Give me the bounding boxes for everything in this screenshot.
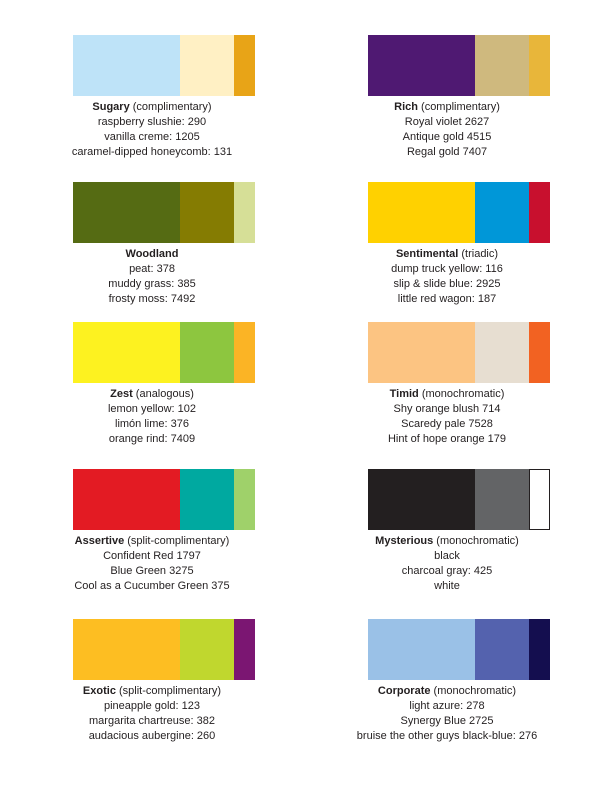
palette-caption [32, 247, 272, 307]
palette-scheme: (split-complimentary) [124, 535, 230, 547]
color-swatch [475, 182, 529, 243]
palette-scheme: (complimentary) [129, 101, 212, 113]
color-swatch [475, 619, 529, 680]
color-swatch [529, 182, 550, 243]
palette-scheme: (monochromatic) [430, 685, 517, 697]
color-swatch [73, 619, 180, 680]
color-label: Hint of hope orange 179 [387, 433, 507, 445]
palette-title [327, 387, 567, 402]
palette-name: Zest [110, 388, 133, 400]
color-swatch [475, 322, 529, 383]
color-label: little red wagon: 187 [397, 293, 497, 305]
swatch-bar [368, 322, 550, 383]
color-swatch [529, 619, 550, 680]
palette-title [327, 684, 567, 699]
color-swatch [180, 619, 234, 680]
color-swatch [234, 469, 255, 530]
palette-caption [32, 387, 272, 447]
color-swatch [475, 35, 529, 96]
palette-title [32, 534, 272, 549]
palette-name: Exotic [82, 685, 116, 697]
color-label: frosty moss: 7492 [108, 293, 196, 305]
color-swatch [368, 322, 475, 383]
color-label: Regal gold 7407 [406, 146, 488, 158]
color-label: margarita chartreuse: 382 [89, 715, 215, 727]
color-swatch [368, 469, 475, 530]
color-swatch [529, 35, 550, 96]
color-swatch [180, 469, 234, 530]
swatch-bar [73, 35, 255, 96]
palette-caption [32, 100, 272, 160]
color-label: muddy grass: 385 [108, 278, 196, 290]
palette-caption [32, 684, 272, 744]
palette-name: Corporate [377, 685, 431, 697]
color-label: charcoal gray: 425 [401, 565, 493, 577]
color-swatch [234, 35, 255, 96]
palette-caption [327, 100, 567, 160]
color-label: orange rind: 7409 [108, 433, 196, 445]
swatch-bar [368, 469, 550, 530]
color-swatch [475, 469, 529, 530]
color-label: bruise the other guys black-blue: 276 [356, 730, 538, 742]
palette-scheme: (monochromatic) [418, 388, 505, 400]
color-swatch [368, 619, 475, 680]
color-label: raspberry slushie: 290 [97, 116, 207, 128]
color-label: peat: 378 [129, 263, 175, 275]
color-label: dump truck yellow: 116 [391, 263, 503, 275]
swatch-bar [368, 619, 550, 680]
palette-scheme: (complimentary) [417, 101, 500, 113]
color-swatch [368, 182, 475, 243]
palette-title [327, 100, 567, 115]
palette-caption [327, 387, 567, 447]
swatch-bar [73, 322, 255, 383]
color-swatch [73, 322, 180, 383]
palette-name: Woodland [125, 248, 179, 260]
color-swatch [180, 35, 234, 96]
color-label: Antique gold 4515 [402, 131, 492, 143]
color-label: vanilla creme: 1205 [104, 131, 200, 143]
color-swatch [180, 322, 234, 383]
palette-name: Sugary [92, 101, 130, 113]
palette-name: Assertive [74, 535, 125, 547]
color-label: Synergy Blue 2725 [400, 715, 494, 727]
color-label: limón lime: 376 [115, 418, 189, 430]
palette-name: Rich [394, 101, 418, 113]
palette-title [327, 247, 567, 262]
palette-title [32, 100, 272, 115]
color-label: pineapple gold: 123 [103, 700, 201, 712]
palette-caption [32, 534, 272, 594]
color-label: light azure: 278 [409, 700, 485, 712]
palette-title [32, 684, 272, 699]
color-label: Royal violet 2627 [404, 116, 490, 128]
color-label: white [434, 580, 460, 592]
color-label: Shy orange blush 714 [393, 403, 501, 415]
palette-scheme: (analogous) [132, 388, 194, 400]
color-swatch [73, 35, 180, 96]
color-label: slip & slide blue: 2925 [393, 278, 501, 290]
palette-scheme: (triadic) [458, 248, 499, 260]
palette-caption [327, 247, 567, 307]
palette-title [327, 534, 567, 549]
color-label: Scaredy pale 7528 [401, 418, 493, 430]
color-swatch [529, 322, 550, 383]
color-swatch [234, 322, 255, 383]
palette-scheme: (split-complimentary) [115, 685, 222, 697]
swatch-bar [73, 619, 255, 680]
color-label: black [434, 550, 460, 562]
color-swatch [368, 35, 475, 96]
palette-name: Timid [389, 388, 419, 400]
color-swatch [529, 469, 550, 530]
color-label: Blue Green 3275 [110, 565, 194, 577]
palette-name: Mysterious [375, 535, 434, 547]
swatch-bar [73, 182, 255, 243]
swatch-bar [73, 469, 255, 530]
color-swatch [73, 182, 180, 243]
color-swatch [234, 182, 255, 243]
color-label: Cool as a Cucumber Green 375 [74, 580, 230, 592]
palette-title [32, 247, 272, 262]
color-label: Confident Red 1797 [103, 550, 201, 562]
swatch-bar [368, 35, 550, 96]
palette-caption [327, 684, 567, 744]
color-label: audacious aubergine: 260 [88, 730, 216, 742]
color-swatch [234, 619, 255, 680]
swatch-bar [368, 182, 550, 243]
color-label: lemon yellow: 102 [107, 403, 197, 415]
color-swatch [73, 469, 180, 530]
color-label: caramel-dipped honeycomb: 131 [71, 146, 233, 158]
palette-name: Sentimental [395, 248, 459, 260]
palette-caption [327, 534, 567, 594]
color-swatch [180, 182, 234, 243]
palette-title [32, 387, 272, 402]
palette-scheme: (monochromatic) [433, 535, 519, 547]
